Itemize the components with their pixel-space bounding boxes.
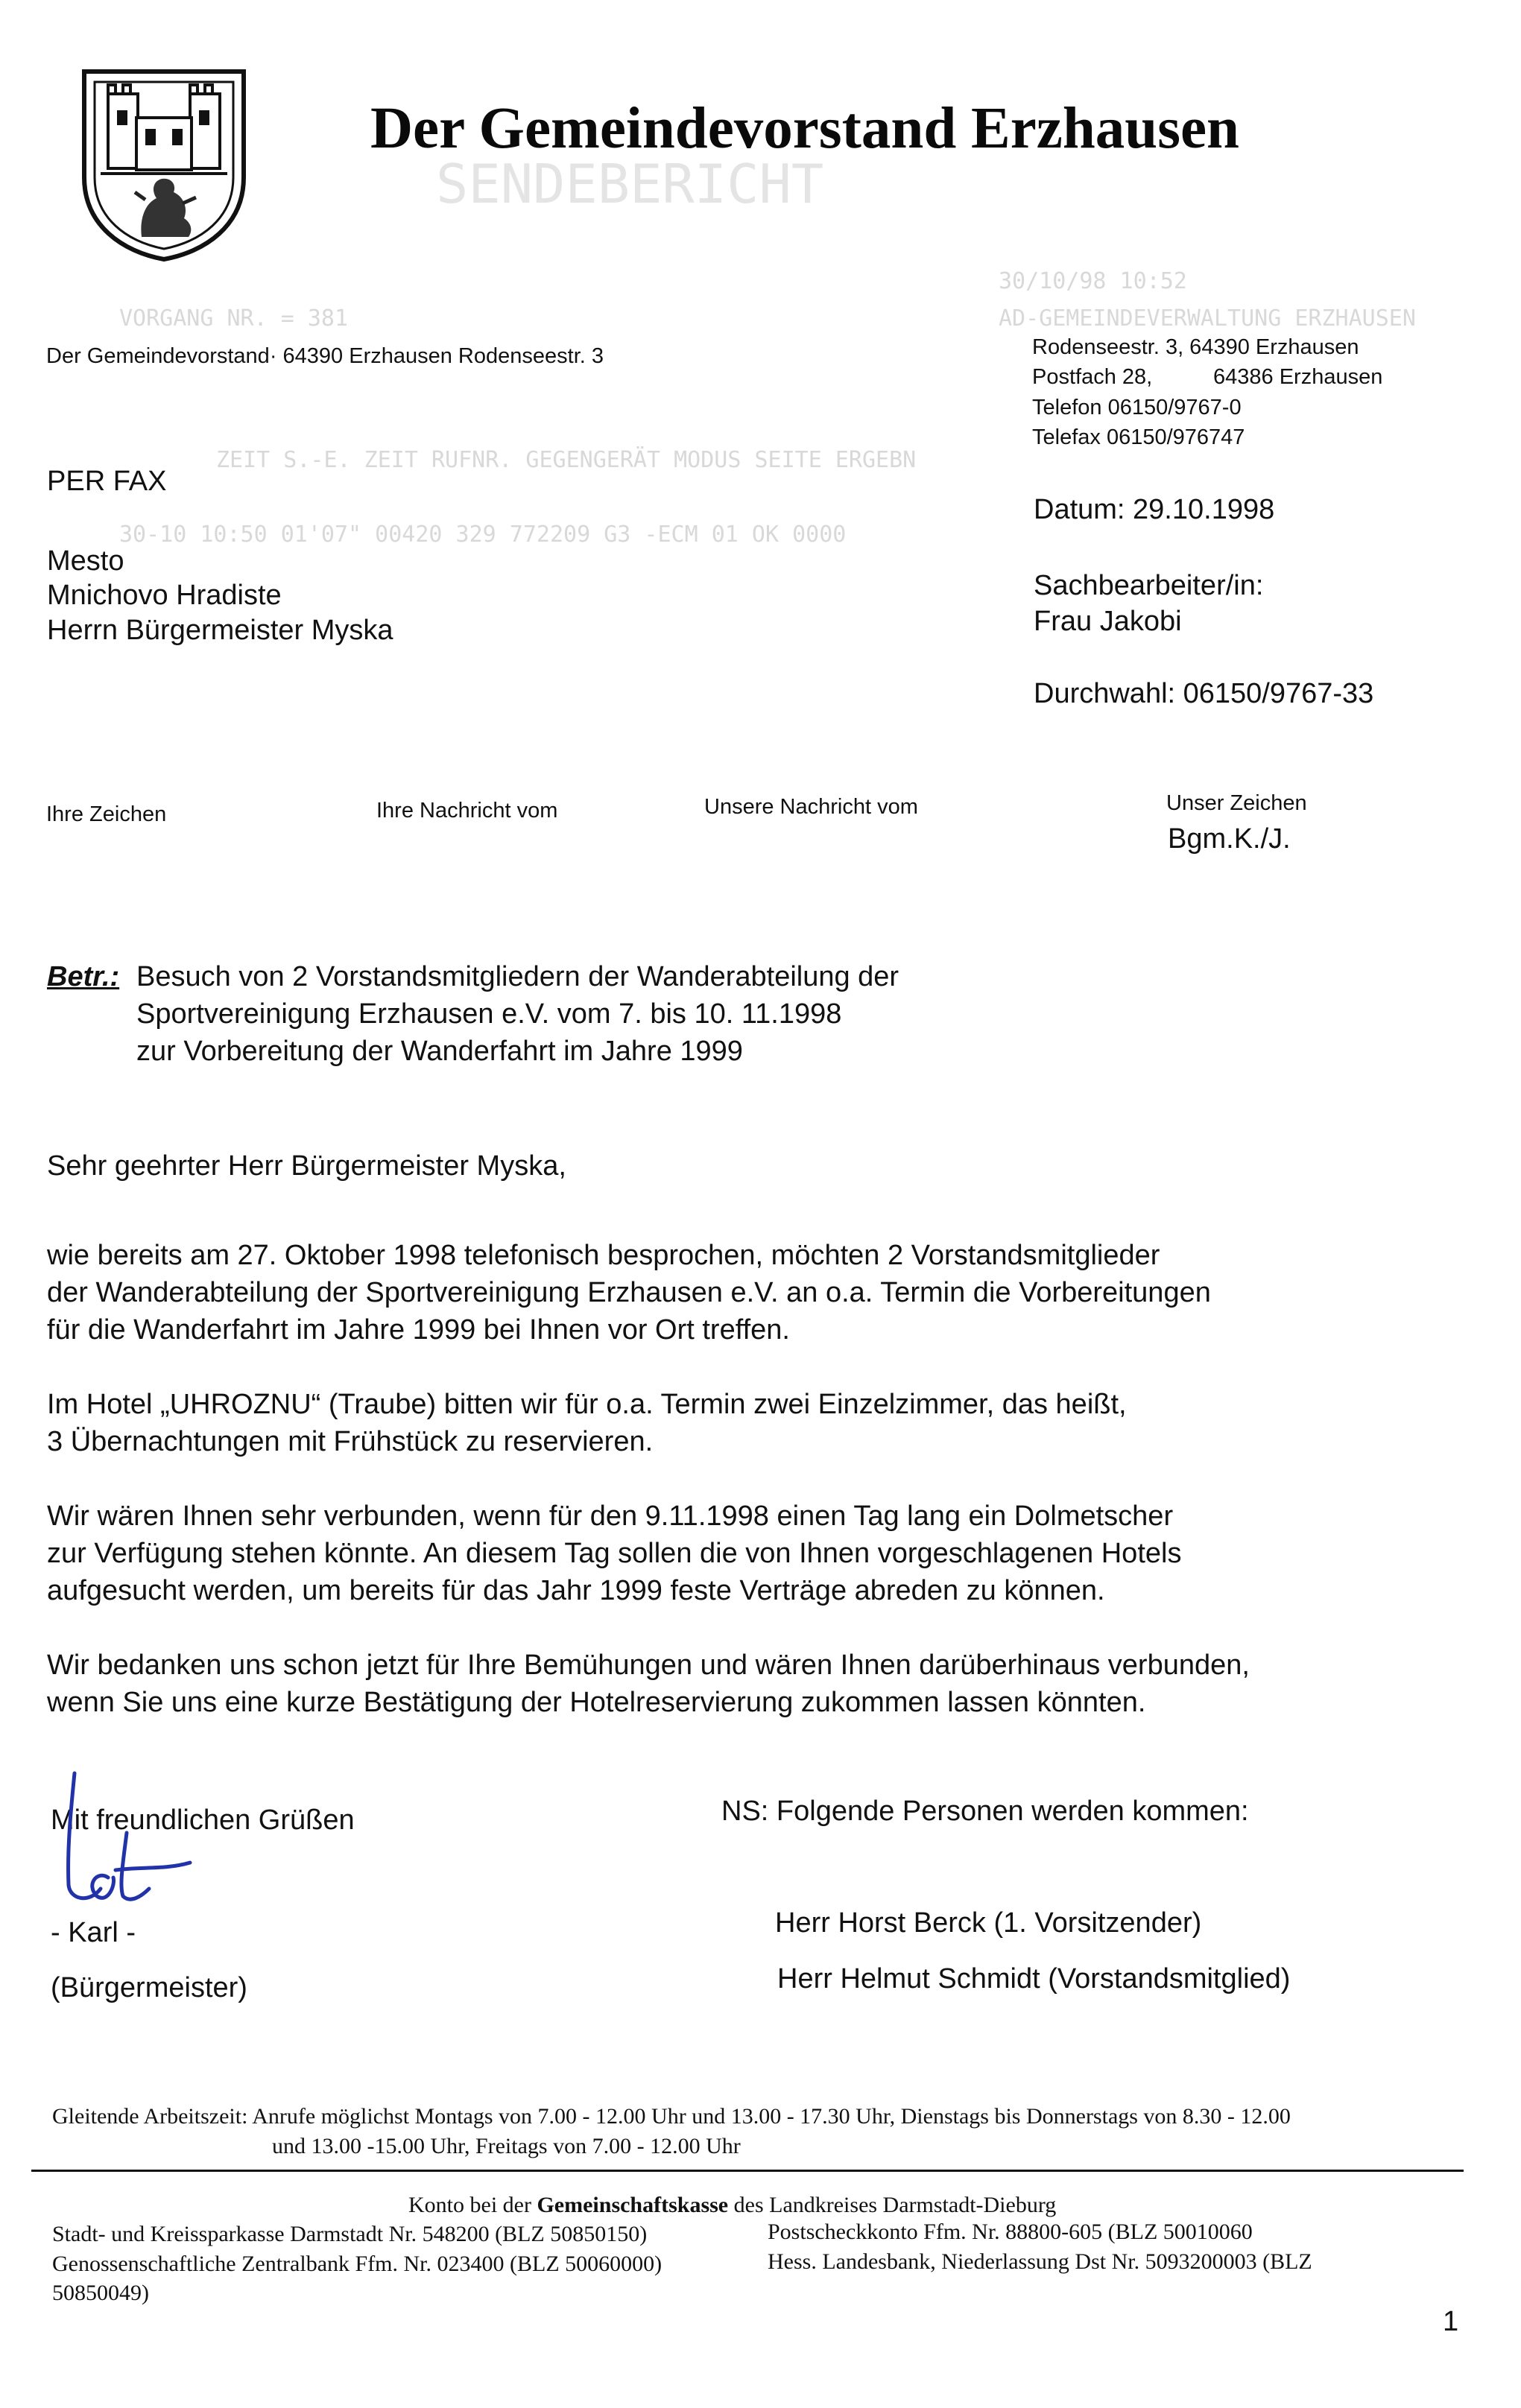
page-number: 1 bbox=[1443, 2306, 1459, 2337]
sachbearbeiter-label: Sachbearbeiter/in: bbox=[1034, 570, 1264, 601]
konto-text-post: des Landkreises Darmstadt-Dieburg bbox=[728, 2193, 1057, 2217]
subject-line-3: zur Vorbereitung der Wanderfahrt im Jahre 1999 bbox=[136, 1036, 743, 1067]
bank-info-1: Stadt- und Kreissparkasse Darmstadt Nr. 548200 (BLZ 50850150) bbox=[52, 2222, 648, 2246]
paragraph-4 bbox=[47, 1647, 1250, 1721]
paragraph-2-line: Im Hotel „UHROZNU“ (Traube) bitten wir für o.a. Termin zwei Einzelzimmer, das heißt, bbox=[47, 1389, 1127, 1420]
recipient-line-2: Mnichovo Hradiste bbox=[47, 580, 282, 611]
recipient-line-1: Mesto bbox=[47, 545, 124, 577]
letter-date: Datum: 29.10.1998 bbox=[1034, 494, 1275, 525]
ref-ihre-zeichen: Ihre Zeichen bbox=[46, 802, 167, 826]
paragraph-3-line: aufgesucht werden, um bereits für das Jahr 1999 feste Verträge abreden zu können. bbox=[47, 1575, 1105, 1606]
paragraph-1-line: wie bereits am 27. Oktober 1998 telefonisch besprochen, möchten 2 Vorstandsmitglieder bbox=[47, 1240, 1160, 1271]
coat-of-arms-icon bbox=[71, 66, 257, 263]
ref-unser-zeichen: Bgm.K./J. bbox=[1168, 823, 1291, 855]
paragraph-4-line: Wir bedanken uns schon jetzt für Ihre Bemühungen und wären Ihnen darüberhinaus verbunden, bbox=[47, 1650, 1250, 1681]
paragraph-4-line: wenn Sie uns eine kurze Bestätigung der Hotelreservierung zukommen lassen könnten. bbox=[47, 1687, 1146, 1718]
handwritten-signature bbox=[45, 1766, 201, 1937]
contact-postfach: Postfach 28, bbox=[1032, 365, 1153, 389]
arbeitszeit-line-1: Gleitende Arbeitszeit: Anrufe möglichst Montags von 7.00 - 12.00 Uhr und 13.00 - 17.30 Uhr, Dienstags bis Donnerstags von 8.30 - 12.00 bbox=[52, 2104, 1291, 2129]
konto-text-bold: Gemeinschaftskasse bbox=[537, 2193, 729, 2217]
bank-info-3: Genossenschaftliche Zentralbank Ffm. Nr. 023400 (BLZ 50060000) bbox=[52, 2252, 663, 2276]
ns-person-1: Herr Horst Berck (1. Vorsitzender) bbox=[775, 1907, 1202, 1939]
fax-report-heading: SENDEBERICHT bbox=[436, 153, 824, 215]
fax-report-sender: AD-GEMEINDEVERWALTUNG ERZHAUSEN bbox=[999, 305, 1416, 332]
paragraph-1 bbox=[47, 1237, 1211, 1349]
ns-person-2: Herr Helmut Schmidt (Vorstandsmitglied) bbox=[777, 1963, 1291, 1994]
fax-report-datetime: 30/10/98 10:52 bbox=[999, 268, 1187, 294]
paragraph-1-line: der Wanderabteilung der Sportvereinigung Erzhausen e.V. an o.a. Termin die Vorbereitungen bbox=[47, 1277, 1211, 1308]
sachbearbeiter-name: Frau Jakobi bbox=[1034, 606, 1182, 637]
paragraph-3 bbox=[47, 1498, 1181, 1609]
paragraph-2 bbox=[47, 1386, 1127, 1460]
bank-info-4: Hess. Landesbank, Niederlassung Dst Nr. 5093200003 (BLZ bbox=[768, 2249, 1312, 2274]
konto-line bbox=[408, 2190, 1056, 2220]
letterhead-title: Der Gemeindevorstand Erzhausen bbox=[370, 96, 1239, 161]
paragraph-3-line: zur Verfügung stehen könnte. An diesem Tag sollen die von Ihnen vorgeschlagenen Hotels bbox=[47, 1538, 1182, 1569]
arbeitszeit-line-2: und 13.00 -15.00 Uhr, Freitags von 7.00 - 12.00 Uhr bbox=[272, 2134, 741, 2158]
ref-unser-zeichen-label: Unser Zeichen bbox=[1166, 791, 1307, 815]
signature-title: (Bürgermeister) bbox=[51, 1972, 247, 2003]
bank-info-2: Postscheckkonto Ffm. Nr. 88800-605 (BLZ 50010060 bbox=[768, 2220, 1253, 2244]
bank-info-5: 50850049) bbox=[52, 2281, 149, 2305]
sender-line: Der Gemeindevorstand· 64390 Erzhausen Rodenseestr. 3 bbox=[46, 344, 604, 368]
footer-divider bbox=[31, 2170, 1464, 2172]
subject-line-1: Besuch von 2 Vorstandsmitgliedern der Wanderabteilung der bbox=[136, 961, 899, 992]
ref-ihre-nachricht: Ihre Nachricht vom bbox=[376, 799, 558, 823]
contact-postfach-city: 64386 Erzhausen bbox=[1213, 365, 1383, 389]
paragraph-1-line: für die Wanderfahrt im Jahre 1999 bei Ihnen vor Ort treffen. bbox=[47, 1314, 790, 1346]
ns-heading: NS: Folgende Personen werden kommen: bbox=[721, 1796, 1249, 1827]
fax-report-row: 30-10 10:50 01'07" 00420 329 772209 G3 -ECM 01 OK 0000 bbox=[119, 522, 847, 548]
fax-report-vorgang: VORGANG NR. = 381 bbox=[119, 305, 349, 332]
paragraph-2-line: 3 Übernachtungen mit Frühstück zu reservieren. bbox=[47, 1426, 654, 1457]
durchwahl: Durchwahl: 06150/9767-33 bbox=[1034, 678, 1374, 709]
salutation: Sehr geehrter Herr Bürgermeister Myska, bbox=[47, 1150, 566, 1182]
contact-telefon: Telefon 06150/9767-0 bbox=[1032, 396, 1242, 419]
signature-name: - Karl - bbox=[51, 1917, 136, 1948]
paragraph-3-line: Wir wären Ihnen sehr verbunden, wenn für den 9.11.1998 einen Tag lang ein Dolmetscher bbox=[47, 1501, 1174, 1532]
closing-greeting: Mit freundlichen Grüßen bbox=[51, 1805, 355, 1836]
konto-text-pre: Konto bei der bbox=[408, 2193, 537, 2217]
fax-report-columns: ZEIT S.-E. ZEIT RUFNR. GEGENGERÄT MODUS SEITE ERGEBN bbox=[216, 447, 917, 473]
ref-unsere-nachricht: Unsere Nachricht vom bbox=[704, 795, 918, 819]
recipient-line-3: Herrn Bürgermeister Myska bbox=[47, 615, 393, 646]
subject-line-2: Sportvereinigung Erzhausen e.V. vom 7. bis 10. 11.1998 bbox=[136, 998, 842, 1030]
subject-label: Betr.: bbox=[47, 961, 120, 992]
contact-address: Rodenseestr. 3, 64390 Erzhausen bbox=[1032, 335, 1359, 359]
per-fax-label: PER FAX bbox=[47, 466, 167, 497]
contact-telefax: Telefax 06150/976747 bbox=[1032, 425, 1245, 449]
